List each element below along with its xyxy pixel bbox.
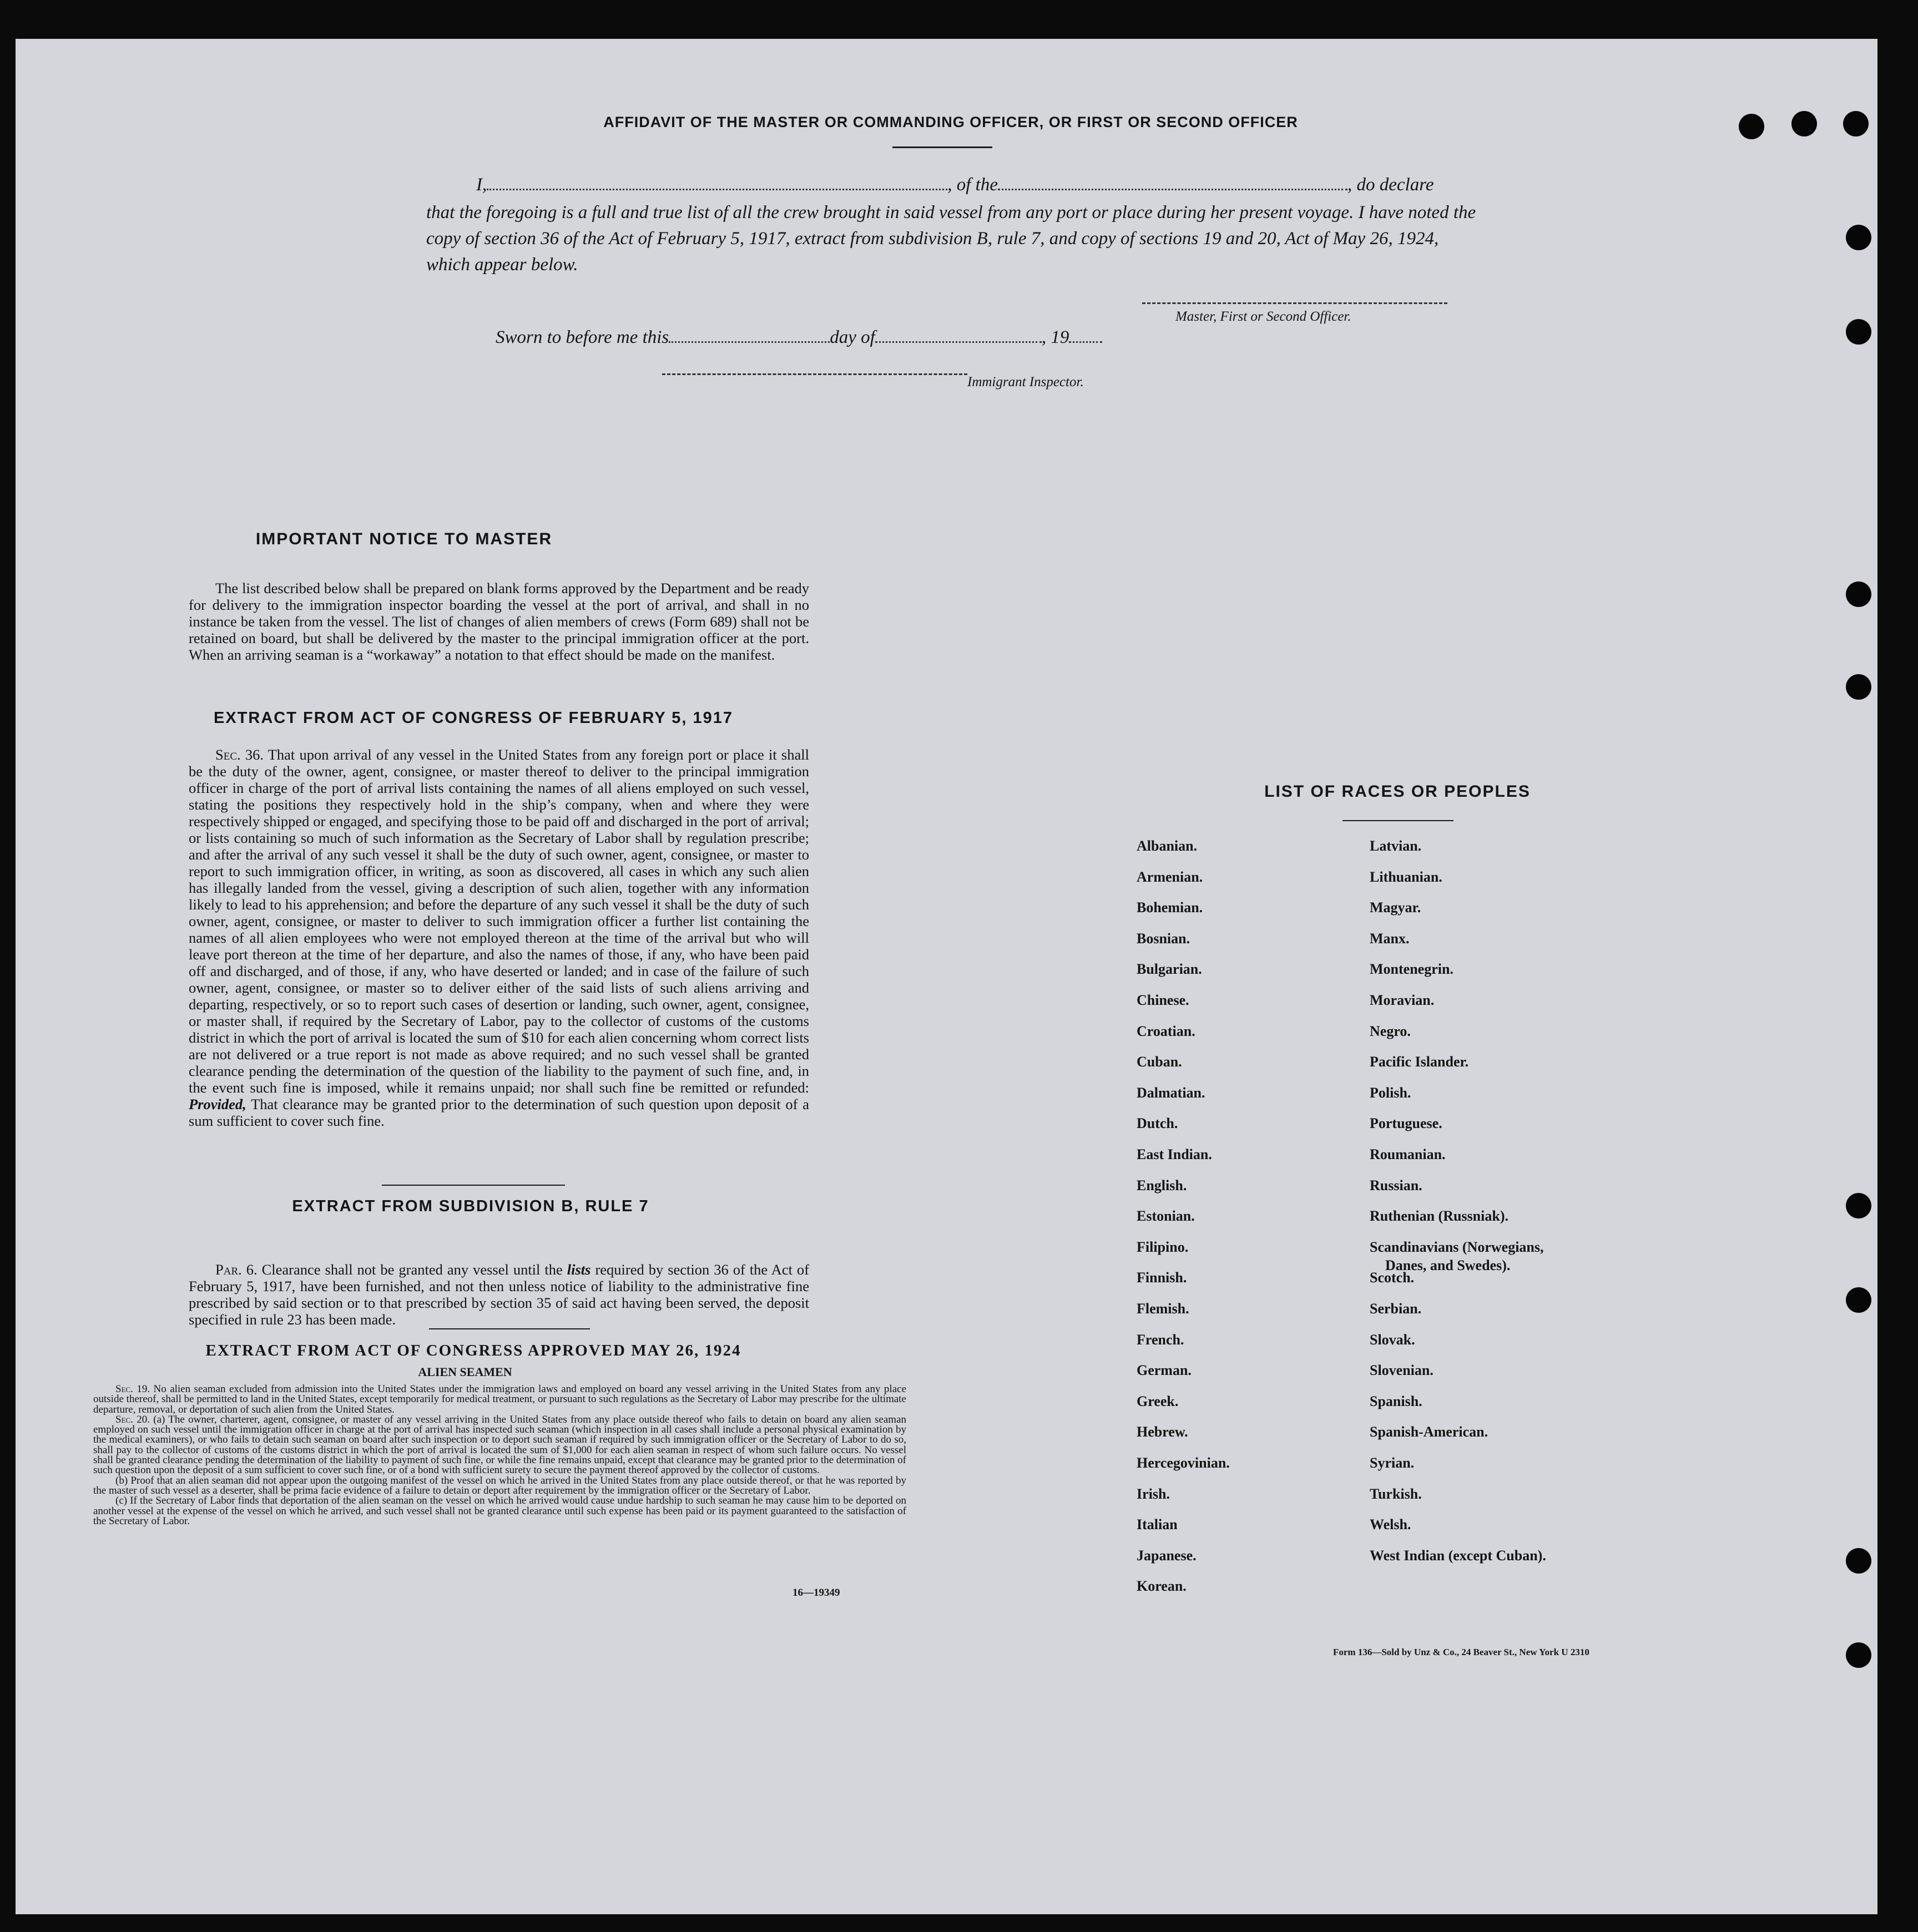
punch-hole: [1846, 225, 1871, 250]
sworn-day-blank[interactable]: [669, 328, 830, 343]
section-36-text: That upon arrival of any vessel in the United States from any foreign port or place it shall be the duty of the owner, agent, consignee, or master thereof to deliver to the principal immigration officer in charge of the port of arrival lists containing the names of all aliens employed on such vessel, stating the positions they respectively hold in the ship’s company, when and where they were respectively shipped or engaged, and specifying those to be paid off and discharged in the port of arrival; or lists containing so much of such information as the Secretary of Labor shall by regulation prescribe; and after the arrival of any such vessel it shall be the duty of such owner, agent, consignee, or master to report to such immigration officer, in writing, as soon as discovered, all cases in which any such alien has illegally landed from the vessel, giving a description of such alien, together with any information likely to lead to his apprehension; and before the departure of any such vessel it shall be the duty of such owner, agent, consignee, or master to deliver to such immigration officer a further list containing the names of all alien employees who were not employed thereon at the time of the arrival but who will leave port thereon at the time of her departure, and also the names of those, if any, who have been paid off and discharged, and of those, if any, who have deserted or landed; and in case of the failure of such owner, agent, consignee, or master so to deliver either of the said lists of such aliens arriving and departing, respectively, or so to report such cases of desertion or landing, such owner, agent, consignee, or master shall, if required by the Secretary of Labor, pay to the collector of customs of the customs district in which the port of arrival is located the sum of $10 for each alien concerning whom correct lists are not delivered or a true report is not made as above required; and no such vessel shall be granted clearance pending the determination of the question of the liability to the payment of such fine, and, in the event such fine is imposed, while it remains unpaid; nor shall such fine be remitted or refunded:: [189, 746, 809, 1096]
race-item: English.: [1137, 1177, 1187, 1193]
race-item: Manx.: [1370, 930, 1410, 947]
race-item: Roumanian.: [1370, 1146, 1446, 1162]
sworn-text: Sworn to before me this: [496, 327, 669, 347]
section-36-label: Sec. 36.: [215, 746, 264, 763]
sworn-day-of: day of: [830, 327, 875, 347]
races-heading-rule: [1342, 820, 1453, 821]
race-item: Negro.: [1370, 1023, 1411, 1039]
race-item: Scotch.: [1370, 1270, 1415, 1286]
race-item: Bosnian.: [1137, 930, 1190, 947]
race-item: Greek.: [1137, 1393, 1179, 1409]
inspector-signature-line[interactable]: [662, 373, 967, 375]
punch-hole: [1846, 1193, 1871, 1218]
par-6-text-b: required by section 36 of the Act of February 5, 1917, have been furnished, and not then unless notice of liability to the administrative fine prescribed by said section or to that prescribed by section 35 of said act having been served, the deposit specified in rule 23 has been made.: [189, 1261, 810, 1328]
race-item: Chinese.: [1137, 992, 1189, 1008]
race-item: Turkish.: [1370, 1486, 1422, 1502]
section-rule: [429, 1328, 590, 1329]
race-item: Finnish.: [1137, 1270, 1187, 1286]
affidavit-heading: AFFIDAVIT OF THE MASTER OR COMMANDING OFFICER, OR FIRST OR SECOND OFFICER: [603, 114, 1298, 130]
race-item: West Indian (except Cuban).: [1370, 1547, 1546, 1564]
lists-word: lists: [567, 1261, 591, 1278]
affidavit-body: that the foregoing is a full and true list of all the crew brought in said vessel from any port or place during her present voyage. I have noted the copy of section 36 of the Act of February 5, 1917, extract from subdivision B, rule 7, and copy of sections 19 and 20, Act of May 26, 1924, which appear below.: [426, 203, 1476, 275]
par-6-text-a: Clearance shall not be granted any vessel until the: [261, 1261, 563, 1278]
race-item: French.: [1137, 1332, 1184, 1348]
race-item: Dutch.: [1137, 1115, 1178, 1131]
sworn-year-prefix: , 19: [1041, 327, 1069, 347]
race-item: Cuban.: [1137, 1054, 1182, 1070]
extract-1917-heading: EXTRACT FROM ACT OF CONGRESS OF FEBRUARY 5, 1917: [213, 709, 734, 727]
race-item: Latvian.: [1370, 838, 1422, 854]
race-item: Danes, and Swedes).: [1385, 1257, 1511, 1273]
declaration-i: I,: [476, 175, 487, 195]
race-item: Montenegrin.: [1370, 961, 1453, 977]
heading-rule: [892, 146, 992, 148]
provided-label: Provided,: [189, 1096, 246, 1112]
declaration-do-declare: , do declare: [1347, 175, 1434, 195]
race-item: Flemish.: [1137, 1301, 1189, 1317]
extract-1917-body: [189, 746, 809, 1129]
provided-text: That clearance may be granted prior to the determination of such question upon deposit of a sum sufficient to cover such fine.: [189, 1096, 809, 1129]
master-signature-label: Master, First or Second Officer.: [1175, 309, 1351, 324]
master-signature-line[interactable]: [1142, 302, 1447, 304]
extract-rule7-body: [189, 1261, 809, 1328]
sworn-year-blank[interactable]: [1069, 328, 1102, 343]
race-item: Russian.: [1370, 1177, 1422, 1193]
race-item: Serbian.: [1370, 1301, 1422, 1317]
race-item: Bulgarian.: [1137, 961, 1202, 977]
punch-hole: [1846, 1548, 1871, 1574]
race-item: Moravian.: [1370, 992, 1435, 1008]
affidavit-declaration-line: [476, 175, 1475, 195]
race-item: East Indian.: [1137, 1146, 1212, 1162]
punch-hole: [1843, 111, 1869, 136]
vessel-blank[interactable]: [998, 175, 1347, 190]
punch-hole: [1846, 1287, 1871, 1313]
sec-19-label: Sec. 19.: [115, 1383, 150, 1395]
race-item: Croatian.: [1137, 1023, 1195, 1039]
race-item: Spanish-American.: [1370, 1424, 1488, 1440]
form-credit: Form 136—Sold by Unz & Co., 24 Beaver St., New York U 2310: [1333, 1647, 1589, 1657]
sec-20c-text: (c) If the Secretary of Labor finds that deportation of the alien seaman on the vessel on which he arrived would cause undue hardship to such seaman he may cause him to be deported on another vessel at the expense of the vessel on which he arrived, and such vessel shall not be granted clearance until such expense has been paid or its payment guaranteed to the satisfaction of the Secretary of Labor.: [93, 1495, 906, 1527]
punch-hole: [1846, 581, 1871, 607]
race-item: Hebrew.: [1137, 1424, 1188, 1440]
race-item: Japanese.: [1137, 1547, 1197, 1564]
notice-body: The list described below shall be prepared on blank forms approved by the Department and be ready for delivery to the immigration inspector boarding the vessel at the port of arrival, and shall in no instance be taken from the vessel. The list of changes of alien members of crews (Form 689) shall not be retained on board, but shall be delivered by the master to the principal immigration officer at the port. When an arriving seaman is a “workaway” a notation to that effect should be made on the manifest.: [189, 580, 809, 663]
race-item: Italian: [1137, 1516, 1178, 1533]
punch-hole: [1739, 114, 1764, 139]
race-item: Polish.: [1370, 1085, 1411, 1101]
race-item: Albanian.: [1137, 838, 1198, 854]
race-item: Spanish.: [1370, 1393, 1422, 1409]
race-item: Portuguese.: [1370, 1115, 1442, 1131]
race-item: Lithuanian.: [1370, 869, 1442, 885]
race-item: Korean.: [1137, 1578, 1187, 1594]
race-item: Welsh.: [1370, 1516, 1411, 1533]
race-item: Slovak.: [1370, 1332, 1415, 1348]
race-item: Scandinavians (Norwegians,: [1370, 1239, 1544, 1255]
race-item: Ruthenian (Russniak).: [1370, 1208, 1508, 1224]
punch-hole: [1846, 319, 1871, 345]
alien-seamen-subheading: ALIEN SEAMEN: [418, 1365, 512, 1379]
section-rule: [382, 1185, 565, 1186]
race-item: Armenian.: [1137, 869, 1203, 885]
punch-hole: [1846, 1642, 1871, 1668]
race-item: Dalmatian.: [1137, 1085, 1205, 1101]
race-item: Slovenian.: [1370, 1362, 1434, 1378]
sec-20-label: Sec. 20.: [115, 1413, 150, 1425]
sec-20b-text: (b) Proof that an alien seaman did not appear upon the outgoing manifest of the vessel on which he arrived in the United States from any place outside thereof, or that he was reported by the master of such vessel as a deserter, shall be prima facie evidence of a failure to detain or deport after requirement by the immigration officer or the Secretary of Labor.: [93, 1474, 906, 1496]
par-6-label: Par. 6.: [215, 1261, 258, 1278]
race-item: Hercegovinian.: [1137, 1455, 1230, 1471]
form-page: [16, 39, 1877, 1914]
extract-rule7-heading: EXTRACT FROM SUBDIVISION B, RULE 7: [292, 1197, 649, 1215]
race-item: Irish.: [1137, 1486, 1170, 1502]
inspector-label: Immigrant Inspector.: [967, 375, 1084, 390]
sec-19-text: No alien seaman excluded from admission into the United States under the immigration laws and employed on board any vessel arriving in the United States from any place outside thereof, shall be permitted to land in the United States, except temporarily for medical treatment, or pursuant to such regulations as the Secretary of Labor may prescribe for the ultimate departure, removal, or deportation of such alien from the United States.: [93, 1383, 906, 1415]
extract-1924-body: [93, 1384, 906, 1526]
punch-hole: [1791, 111, 1817, 136]
declaration-of-the: , of the: [947, 175, 998, 195]
notice-heading: IMPORTANT NOTICE TO MASTER: [255, 530, 553, 548]
race-item: Pacific Islander.: [1370, 1054, 1469, 1070]
sworn-month-blank[interactable]: [875, 328, 1042, 343]
race-item: Filipino.: [1137, 1239, 1189, 1255]
races-heading: LIST OF RACES OR PEOPLES: [1264, 782, 1531, 801]
race-item: Syrian.: [1370, 1455, 1415, 1471]
form-number: 16—19349: [793, 1587, 840, 1599]
extract-1924-heading: EXTRACT FROM ACT OF CONGRESS APPROVED MAY 26, 1924: [205, 1342, 741, 1359]
name-blank[interactable]: [487, 175, 947, 190]
sec-20a-text: (a) The owner, charterer, agent, consignee, or master of any vessel arriving in the United States from any place outside thereof who fails to detain on board any alien seaman employed on such vessel until the immigration officer in charge at the port of arrival has inspected such seaman (which inspection in all cases shall include a personal physical examination by the medical examiners), or who fails to detain such seaman on board after such inspection or to deport such seaman if required by such immigration officer or the Secretary of Labor to do so, shall pay to the collector of customs of the customs district in which the port of arrival is located the sum of $1,000 for each alien seaman in respect of whom such failure occurs. No vessel shall be granted clearance pending the determination of the liability to payment of such fine, or while the fine remains unpaid, except that clearance may be granted prior to the determination of such question upon the deposit of a sum sufficient to cover such fine, or of a bond with sufficient surety to secure the payment thereof approved by the collector of customs.: [93, 1413, 906, 1476]
race-item: German.: [1137, 1362, 1192, 1378]
sworn-line: [496, 327, 1102, 348]
race-item: Magyar.: [1370, 899, 1421, 916]
race-item: Bohemian.: [1137, 899, 1203, 916]
punch-hole: [1846, 674, 1871, 700]
race-item: Estonian.: [1137, 1208, 1195, 1224]
